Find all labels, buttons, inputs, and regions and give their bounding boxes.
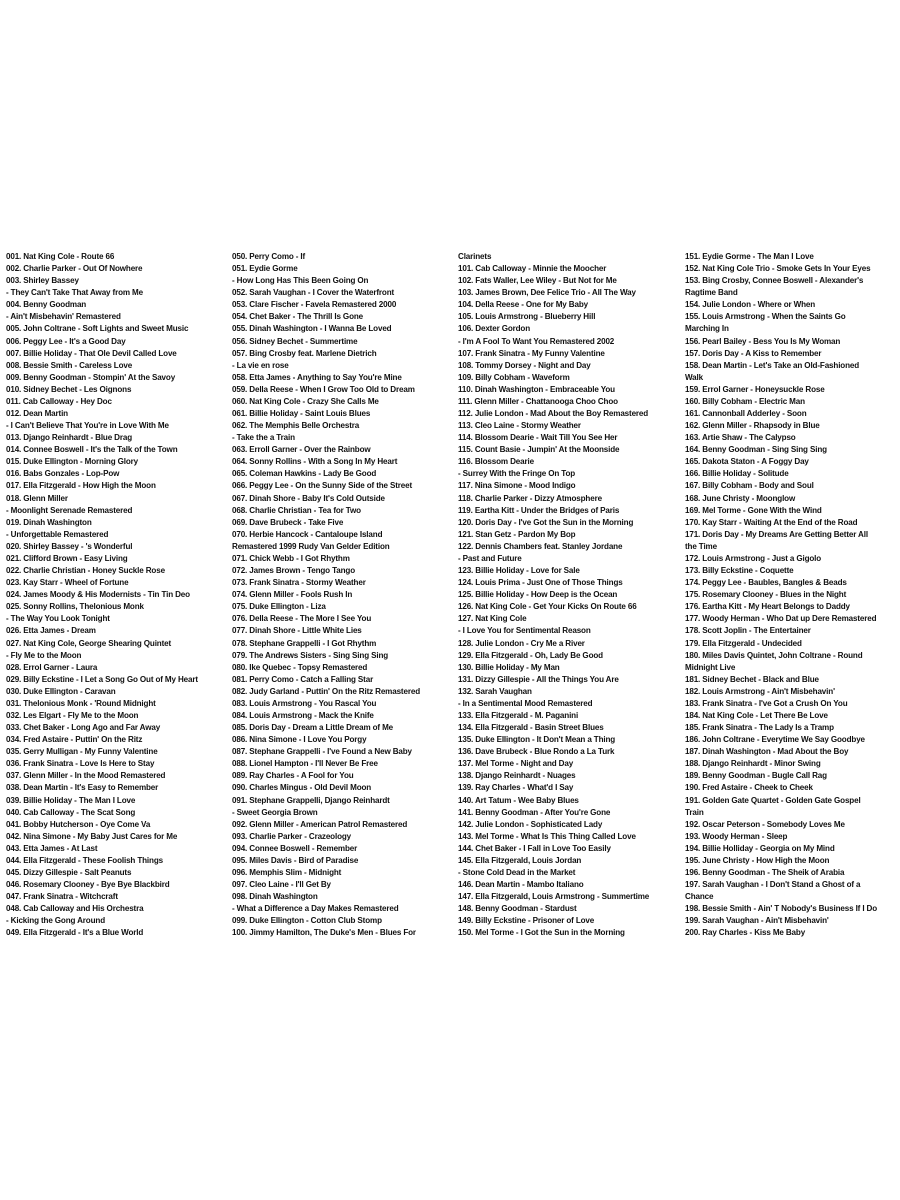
track-line: 165. Dakota Staton - A Foggy Day xyxy=(685,456,809,467)
track-line: 097. Cleo Laine - I'll Get By xyxy=(232,879,331,890)
track-line: 147. Ella Fitzgerald, Louis Armstrong - Summertime xyxy=(458,891,650,902)
track-line: 190. Fred Astaire - Cheek to Cheek xyxy=(685,782,813,793)
tracklist-columns xyxy=(0,250,900,950)
track-line: 094. Connee Boswell - Remember xyxy=(232,842,358,853)
track-line: 121. Stan Getz - Pardon My Bop xyxy=(458,528,576,539)
track-line: 019. Dinah Washington xyxy=(6,516,92,527)
track-line: 064. Sonny Rollins - With a Song In My Heart xyxy=(232,456,398,467)
track-line: 096. Memphis Slim - Midnight xyxy=(232,866,342,877)
track-line: 010. Sidney Bechet - Les Oignons xyxy=(6,383,132,394)
track-line: 144. Chet Baker - I Fall in Love Too Easily xyxy=(458,842,611,853)
track-line: 167. Billy Cobham - Body and Soul xyxy=(685,480,814,491)
track-line: 099. Duke Ellington - Cotton Club Stomp xyxy=(232,915,382,926)
track-line: 028. Errol Garner - Laura xyxy=(6,661,98,672)
track-line: 026. Etta James - Dream xyxy=(6,625,96,636)
track-line: 038. Dean Martin - It's Easy to Remember xyxy=(6,782,159,793)
track-line: 183. Frank Sinatra - I've Got a Crush On You xyxy=(685,697,848,708)
track-line: 087. Stephane Grappelli - I've Found a New Baby xyxy=(232,746,412,757)
track-line: 120. Doris Day - I've Got the Sun in the Morning xyxy=(458,516,634,527)
track-line: 051. Eydie Gorme xyxy=(232,263,298,274)
track-line: Marching In xyxy=(685,323,729,334)
track-line: 093. Charlie Parker - Crazeology xyxy=(232,830,352,841)
track-line: 166. Billie Holiday - Solitude xyxy=(685,468,789,479)
track-line: 141. Benny Goodman - After You're Gone xyxy=(458,806,611,817)
track-line: 193. Woody Herman - Sleep xyxy=(685,830,788,841)
track-line: 011. Cab Calloway - Hey Doc xyxy=(6,395,112,406)
track-line: 194. Billie Holliday - Georgia on My Mind xyxy=(685,842,835,853)
track-line: 004. Benny Goodman xyxy=(6,299,87,310)
track-line: - Moonlight Serenade Remastered xyxy=(6,504,133,515)
track-line: 143. Mel Torme - What Is This Thing Called Love xyxy=(458,830,636,841)
track-line: 048. Cab Calloway and His Orchestra xyxy=(6,903,144,914)
track-line: 161. Cannonball Adderley - Soon xyxy=(685,408,807,419)
track-line: 103. James Brown, Dee Felice Trio - All The Way xyxy=(458,287,636,298)
track-line: 071. Chick Webb - I Got Rhythm xyxy=(232,552,350,563)
track-line: 098. Dinah Washington xyxy=(232,891,318,902)
track-line: 017. Ella Fitzgerald - How High the Moon xyxy=(6,480,156,491)
track-line: 057. Bing Crosby feat. Marlene Dietrich xyxy=(232,347,377,358)
track-line: 175. Rosemary Clooney - Blues in the Night xyxy=(685,589,847,600)
track-line: 138. Django Reinhardt - Nuages xyxy=(458,770,576,781)
track-line: 158. Dean Martin - Let's Take an Old-Fashioned xyxy=(685,359,860,370)
track-line: 117. Nina Simone - Mood Indigo xyxy=(458,480,576,491)
track-line: 034. Fred Astaire - Puttin' On the Ritz xyxy=(6,734,143,745)
track-line: 151. Eydie Gorme - The Man I Love xyxy=(685,251,814,261)
track-line: Train xyxy=(685,806,704,817)
track-line: 046. Rosemary Clooney - Bye Bye Blackbird xyxy=(6,879,170,890)
tracklist-column-2 xyxy=(232,250,446,938)
track-line: 059. Della Reese - When I Grow Too Old to Dream xyxy=(232,383,415,394)
track-line: Midnight Live xyxy=(685,661,736,672)
track-line: 145. Ella Fitzgerald, Louis Jordan xyxy=(458,854,582,865)
track-line: 050. Perry Como - If xyxy=(232,251,306,261)
track-line: 003. Shirley Bassey xyxy=(6,275,79,286)
track-line: 173. Billy Eckstine - Coquette xyxy=(685,565,794,576)
track-line: 187. Dinah Washington - Mad About the Boy xyxy=(685,746,849,757)
track-line: 090. Charles Mingus - Old Devil Moon xyxy=(232,782,372,793)
track-line: 049. Ella Fitzgerald - It's a Blue World xyxy=(6,927,144,938)
track-line: 177. Woody Herman - Who Dat up Dere Remastered xyxy=(685,613,877,624)
track-line: 081. Perry Como - Catch a Falling Star xyxy=(232,673,374,684)
track-line: 053. Clare Fischer - Favela Remastered 2000 xyxy=(232,299,397,310)
track-line: - Stone Cold Dead in the Market xyxy=(458,866,576,877)
tracklist-column-1 xyxy=(6,250,220,938)
track-line: 001. Nat King Cole - Route 66 xyxy=(6,251,115,261)
track-line: - Take the a Train xyxy=(232,432,295,443)
track-line: 132. Sarah Vaughan xyxy=(458,685,532,696)
track-line: 160. Billy Cobham - Electric Man xyxy=(685,395,805,406)
track-line: 184. Nat King Cole - Let There Be Love xyxy=(685,709,828,720)
track-line: 130. Billie Holiday - My Man xyxy=(458,661,560,672)
track-line: 072. James Brown - Tengo Tango xyxy=(232,565,356,576)
track-line: 153. Bing Crosby, Connee Boswell - Alexander's xyxy=(685,275,864,286)
track-line: 036. Frank Sinatra - Love Is Here to Stay xyxy=(6,758,155,769)
track-line: - They Can't Take That Away from Me xyxy=(6,287,143,298)
track-line: - The Way You Look Tonight xyxy=(6,613,110,624)
track-line: 123. Billie Holiday - Love for Sale xyxy=(458,565,580,576)
track-line: 137. Mel Torme - Night and Day xyxy=(458,758,574,769)
track-line: 157. Doris Day - A Kiss to Remember xyxy=(685,347,822,358)
track-line: 118. Charlie Parker - Dizzy Atmosphere xyxy=(458,492,602,503)
track-line: 070. Herbie Hancock - Cantaloupe Island xyxy=(232,528,383,539)
track-line: 176. Eartha Kitt - My Heart Belongs to Daddy xyxy=(685,601,850,612)
track-line: 021. Clifford Brown - Easy Living xyxy=(6,552,128,563)
track-line: 159. Errol Garner - Honeysuckle Rose xyxy=(685,383,825,394)
track-line: 031. Thelonious Monk - 'Round Midnight xyxy=(6,697,156,708)
track-line: 041. Bobby Hutcherson - Oye Come Va xyxy=(6,818,151,829)
track-line: 199. Sarah Vaughan - Ain't Misbehavin' xyxy=(685,915,829,926)
track-line: 155. Louis Armstrong - When the Saints Go xyxy=(685,311,846,322)
track-line: 083. Louis Armstrong - You Rascal You xyxy=(232,697,377,708)
tracklist-column-4 xyxy=(685,250,899,938)
track-line: 014. Connee Boswell - It's the Talk of the Town xyxy=(6,444,178,455)
track-line: 005. John Coltrane - Soft Lights and Sweet Music xyxy=(6,323,189,334)
track-line: 170. Kay Starr - Waiting At the End of the Road xyxy=(685,516,858,527)
track-line: 125. Billie Holiday - How Deep is the Ocean xyxy=(458,589,618,600)
track-line: 140. Art Tatum - Wee Baby Blues xyxy=(458,794,579,805)
track-line: 104. Della Reese - One for My Baby xyxy=(458,299,588,310)
track-line: 073. Frank Sinatra - Stormy Weather xyxy=(232,577,366,588)
track-line: 102. Fats Waller, Lee Wiley - But Not for Me xyxy=(458,275,617,286)
track-line: 196. Benny Goodman - The Sheik of Arabia xyxy=(685,866,845,877)
track-line: 045. Dizzy Gillespie - Salt Peanuts xyxy=(6,866,132,877)
track-line: 186. John Coltrane - Everytime We Say Goodbye xyxy=(685,734,865,745)
track-line: 012. Dean Martin xyxy=(6,408,68,419)
track-line: 033. Chet Baker - Long Ago and Far Away xyxy=(6,722,161,733)
track-line: 047. Frank Sinatra - Witchcraft xyxy=(6,891,118,902)
track-line: 095. Miles Davis - Bird of Paradise xyxy=(232,854,359,865)
track-line: 124. Louis Prima - Just One of Those Things xyxy=(458,577,623,588)
track-line: 172. Louis Armstrong - Just a Gigolo xyxy=(685,552,822,563)
track-line: 009. Benny Goodman - Stompin' At the Savoy xyxy=(6,371,176,382)
track-line: Clarinets xyxy=(458,251,492,261)
track-line: 162. Glenn Miller - Rhapsody in Blue xyxy=(685,420,820,431)
track-line: 149. Billy Eckstine - Prisoner of Love xyxy=(458,915,595,926)
track-line: 013. Django Reinhardt - Blue Drag xyxy=(6,432,133,443)
track-line: 171. Doris Day - My Dreams Are Getting Better All xyxy=(685,528,868,539)
track-line: 079. The Andrews Sisters - Sing Sing Sing xyxy=(232,649,389,660)
track-line: 122. Dennis Chambers feat. Stanley Jordane xyxy=(458,540,623,551)
track-line: 156. Pearl Bailey - Bess You Is My Woman xyxy=(685,335,841,346)
track-line: 089. Ray Charles - A Fool for You xyxy=(232,770,354,781)
track-line: Chance xyxy=(685,891,714,902)
track-line: 058. Etta James - Anything to Say You're Mine xyxy=(232,371,402,382)
track-line: 180. Miles Davis Quintet, John Coltrane - Round xyxy=(685,649,863,660)
track-line: 154. Julie London - Where or When xyxy=(685,299,816,310)
track-line: 116. Blossom Dearie xyxy=(458,456,534,467)
track-line: 129. Ella Fitzgerald - Oh, Lady Be Good xyxy=(458,649,603,660)
track-line: 181. Sidney Bechet - Black and Blue xyxy=(685,673,819,684)
track-line: 182. Louis Armstrong - Ain't Misbehavin' xyxy=(685,685,835,696)
track-line: 119. Eartha Kitt - Under the Bridges of Paris xyxy=(458,504,620,515)
track-line: 084. Louis Armstrong - Mack the Knife xyxy=(232,709,374,720)
track-line: - What a Difference a Day Makes Remastered xyxy=(232,903,399,914)
track-line: 042. Nina Simone - My Baby Just Cares for Me xyxy=(6,830,178,841)
track-line: 076. Della Reese - The More I See You xyxy=(232,613,372,624)
track-line: 112. Julie London - Mad About the Boy Remastered xyxy=(458,408,649,419)
track-line: 060. Nat King Cole - Crazy She Calls Me xyxy=(232,395,379,406)
track-line: 006. Peggy Lee - It's a Good Day xyxy=(6,335,126,346)
track-line: 092. Glenn Miller - American Patrol Remastered xyxy=(232,818,408,829)
track-line: 105. Louis Armstrong - Blueberry Hill xyxy=(458,311,596,322)
track-line: 022. Charlie Christian - Honey Suckle Rose xyxy=(6,565,165,576)
track-line: 043. Etta James - At Last xyxy=(6,842,98,853)
track-line: 146. Dean Martin - Mambo Italiano xyxy=(458,879,584,890)
track-line: 008. Bessie Smith - Careless Love xyxy=(6,359,133,370)
track-line: 061. Billie Holiday - Saint Louis Blues xyxy=(232,408,371,419)
track-line: 188. Django Reinhardt - Minor Swing xyxy=(685,758,821,769)
track-line: - Unforgettable Remastered xyxy=(6,528,109,539)
track-line: 189. Benny Goodman - Bugle Call Rag xyxy=(685,770,827,781)
track-line: - Ain't Misbehavin' Remastered xyxy=(6,311,121,322)
track-line: - Fly Me to the Moon xyxy=(6,649,82,660)
track-line: 200. Ray Charles - Kiss Me Baby xyxy=(685,927,806,938)
track-line: 174. Peggy Lee - Baubles, Bangles & Beads xyxy=(685,577,847,588)
track-line: 077. Dinah Shore - Little White Lies xyxy=(232,625,362,636)
track-line: 136. Dave Brubeck - Blue Rondo a La Turk xyxy=(458,746,615,757)
track-line: 195. June Christy - How High the Moon xyxy=(685,854,830,865)
track-line: Remastered 1999 Rudy Van Gelder Edition xyxy=(232,540,390,551)
track-line: 062. The Memphis Belle Orchestra xyxy=(232,420,360,431)
track-line: 197. Sarah Vaughan - I Don't Stand a Ghost of a xyxy=(685,879,861,890)
track-line: 139. Ray Charles - What'd I Say xyxy=(458,782,574,793)
track-line: 040. Cab Calloway - The Scat Song xyxy=(6,806,136,817)
track-line: 152. Nat King Cole Trio - Smoke Gets In Your Eyes xyxy=(685,263,871,274)
track-line: 178. Scott Joplin - The Entertainer xyxy=(685,625,811,636)
track-line: 128. Julie London - Cry Me a River xyxy=(458,637,585,648)
track-line: 086. Nina Simone - I Love You Porgy xyxy=(232,734,367,745)
track-line: 067. Dinah Shore - Baby It's Cold Outside xyxy=(232,492,385,503)
track-line: 080. Ike Quebec - Topsy Remastered xyxy=(232,661,368,672)
track-line: 108. Tommy Dorsey - Night and Day xyxy=(458,359,591,370)
track-line: 091. Stephane Grappelli, Django Reinhardt xyxy=(232,794,390,805)
track-line: 065. Coleman Hawkins - Lady Be Good xyxy=(232,468,377,479)
track-line: 054. Chet Baker - The Thrill Is Gone xyxy=(232,311,364,322)
track-line: 030. Duke Ellington - Caravan xyxy=(6,685,116,696)
track-line: 075. Duke Ellington - Liza xyxy=(232,601,326,612)
track-line: 068. Charlie Christian - Tea for Two xyxy=(232,504,361,515)
track-line: 002. Charlie Parker - Out Of Nowhere xyxy=(6,263,143,274)
track-line: 023. Kay Starr - Wheel of Fortune xyxy=(6,577,129,588)
track-line: 191. Golden Gate Quartet - Golden Gate Gospel xyxy=(685,794,861,805)
track-line: 192. Oscar Peterson - Somebody Loves Me xyxy=(685,818,845,829)
track-line: 198. Bessie Smith - Ain' T Nobody's Business If I Do xyxy=(685,903,878,914)
track-line: Ragtime Band xyxy=(685,287,738,298)
track-line: 113. Cleo Laine - Stormy Weather xyxy=(458,420,581,431)
track-line: - How Long Has This Been Going On xyxy=(232,275,369,286)
track-line: 007. Billie Holiday - That Ole Devil Called Love xyxy=(6,347,177,358)
track-line: 088. Lionel Hampton - I'll Never Be Free xyxy=(232,758,378,769)
track-line: 109. Billy Cobham - Waveform xyxy=(458,371,570,382)
track-line: 126. Nat King Cole - Get Your Kicks On Route 66 xyxy=(458,601,637,612)
track-line: 110. Dinah Washington - Embraceable You xyxy=(458,383,615,394)
track-line: 035. Gerry Mulligan - My Funny Valentine xyxy=(6,746,158,757)
track-line: 032. Les Elgart - Fly Me to the Moon xyxy=(6,709,139,720)
track-line: 115. Count Basie - Jumpin' At the Moonside xyxy=(458,444,620,455)
track-line: 133. Ella Fitzgerald - M. Paganini xyxy=(458,709,579,720)
tracklist-column-3 xyxy=(458,250,672,938)
track-line: - Surrey With the Fringe On Top xyxy=(458,468,576,479)
track-line: 015. Duke Ellington - Morning Glory xyxy=(6,456,139,467)
track-line: 135. Duke Ellington - It Don't Mean a Thing xyxy=(458,734,616,745)
track-line: 056. Sidney Bechet - Summertime xyxy=(232,335,358,346)
track-line: - Kicking the Gong Around xyxy=(6,915,106,926)
track-line: 150. Mel Torme - I Got the Sun in the Morning xyxy=(458,927,625,938)
track-line: 027. Nat King Cole, George Shearing Quintet xyxy=(6,637,172,648)
track-line: 101. Cab Calloway - Minnie the Moocher xyxy=(458,263,607,274)
track-line: - In a Sentimental Mood Remastered xyxy=(458,697,593,708)
track-line: 085. Doris Day - Dream a Little Dream of Me xyxy=(232,722,394,733)
track-line: 063. Erroll Garner - Over the Rainbow xyxy=(232,444,371,455)
track-line: 185. Frank Sinatra - The Lady Is a Tramp xyxy=(685,722,834,733)
track-line: the Time xyxy=(685,540,717,551)
track-line: 134. Ella Fitzgerald - Basin Street Blues xyxy=(458,722,604,733)
track-line: 055. Dinah Washington - I Wanna Be Loved xyxy=(232,323,392,334)
track-line: 114. Blossom Dearie - Wait Till You See Her xyxy=(458,432,618,443)
track-line: 074. Glenn Miller - Fools Rush In xyxy=(232,589,353,600)
track-line: 020. Shirley Bassey - 's Wonderful xyxy=(6,540,133,551)
track-line: 168. June Christy - Moonglow xyxy=(685,492,796,503)
track-line: 066. Peggy Lee - On the Sunny Side of the Street xyxy=(232,480,413,491)
track-line: 025. Sonny Rollins, Thelonious Monk xyxy=(6,601,144,612)
track-line: 106. Dexter Gordon xyxy=(458,323,531,334)
track-line: 131. Dizzy Gillespie - All the Things You Are xyxy=(458,673,619,684)
track-line: - I Love You for Sentimental Reason xyxy=(458,625,591,636)
track-line: 078. Stephane Grappelli - I Got Rhythm xyxy=(232,637,377,648)
track-line: - La vie en rose xyxy=(232,359,289,370)
track-line: 016. Babs Gonzales - Lop-Pow xyxy=(6,468,120,479)
track-line: 107. Frank Sinatra - My Funny Valentine xyxy=(458,347,605,358)
track-line: - I'm A Fool To Want You Remastered 2002 xyxy=(458,335,615,346)
track-line: - I Can't Believe That You're in Love With Me xyxy=(6,420,169,431)
track-line: 018. Glenn Miller xyxy=(6,492,68,503)
track-line: 082. Judy Garland - Puttin' On the Ritz Remastered xyxy=(232,685,421,696)
track-line: 179. Ella Fitzgerald - Undecided xyxy=(685,637,802,648)
track-line: Walk xyxy=(685,371,704,382)
track-line: 029. Billy Eckstine - I Let a Song Go Out of My Heart xyxy=(6,673,198,684)
track-line: 148. Benny Goodman - Stardust xyxy=(458,903,577,914)
track-line: 163. Artie Shaw - The Calypso xyxy=(685,432,796,443)
track-line: 164. Benny Goodman - Sing Sing Sing xyxy=(685,444,827,455)
track-line: 169. Mel Torme - Gone With the Wind xyxy=(685,504,822,515)
track-line: 111. Glenn Miller - Chattanooga Choo Choo xyxy=(458,395,618,406)
track-line: 052. Sarah Vaughan - I Cover the Waterfront xyxy=(232,287,395,298)
track-line: - Past and Future xyxy=(458,552,522,563)
track-line: 100. Jimmy Hamilton, The Duke's Men - Blues For xyxy=(232,927,416,938)
track-line: 069. Dave Brubeck - Take Five xyxy=(232,516,344,527)
track-line: 044. Ella Fitzgerald - These Foolish Things xyxy=(6,854,163,865)
track-line: 039. Billie Holiday - The Man I Love xyxy=(6,794,136,805)
track-line: 127. Nat King Cole xyxy=(458,613,527,624)
track-line: 024. James Moody & His Modernists - Tin Tin Deo xyxy=(6,589,190,600)
track-line: 037. Glenn Miller - In the Mood Remastered xyxy=(6,770,166,781)
track-line: - Sweet Georgia Brown xyxy=(232,806,318,817)
track-line: 142. Julie London - Sophisticated Lady xyxy=(458,818,603,829)
